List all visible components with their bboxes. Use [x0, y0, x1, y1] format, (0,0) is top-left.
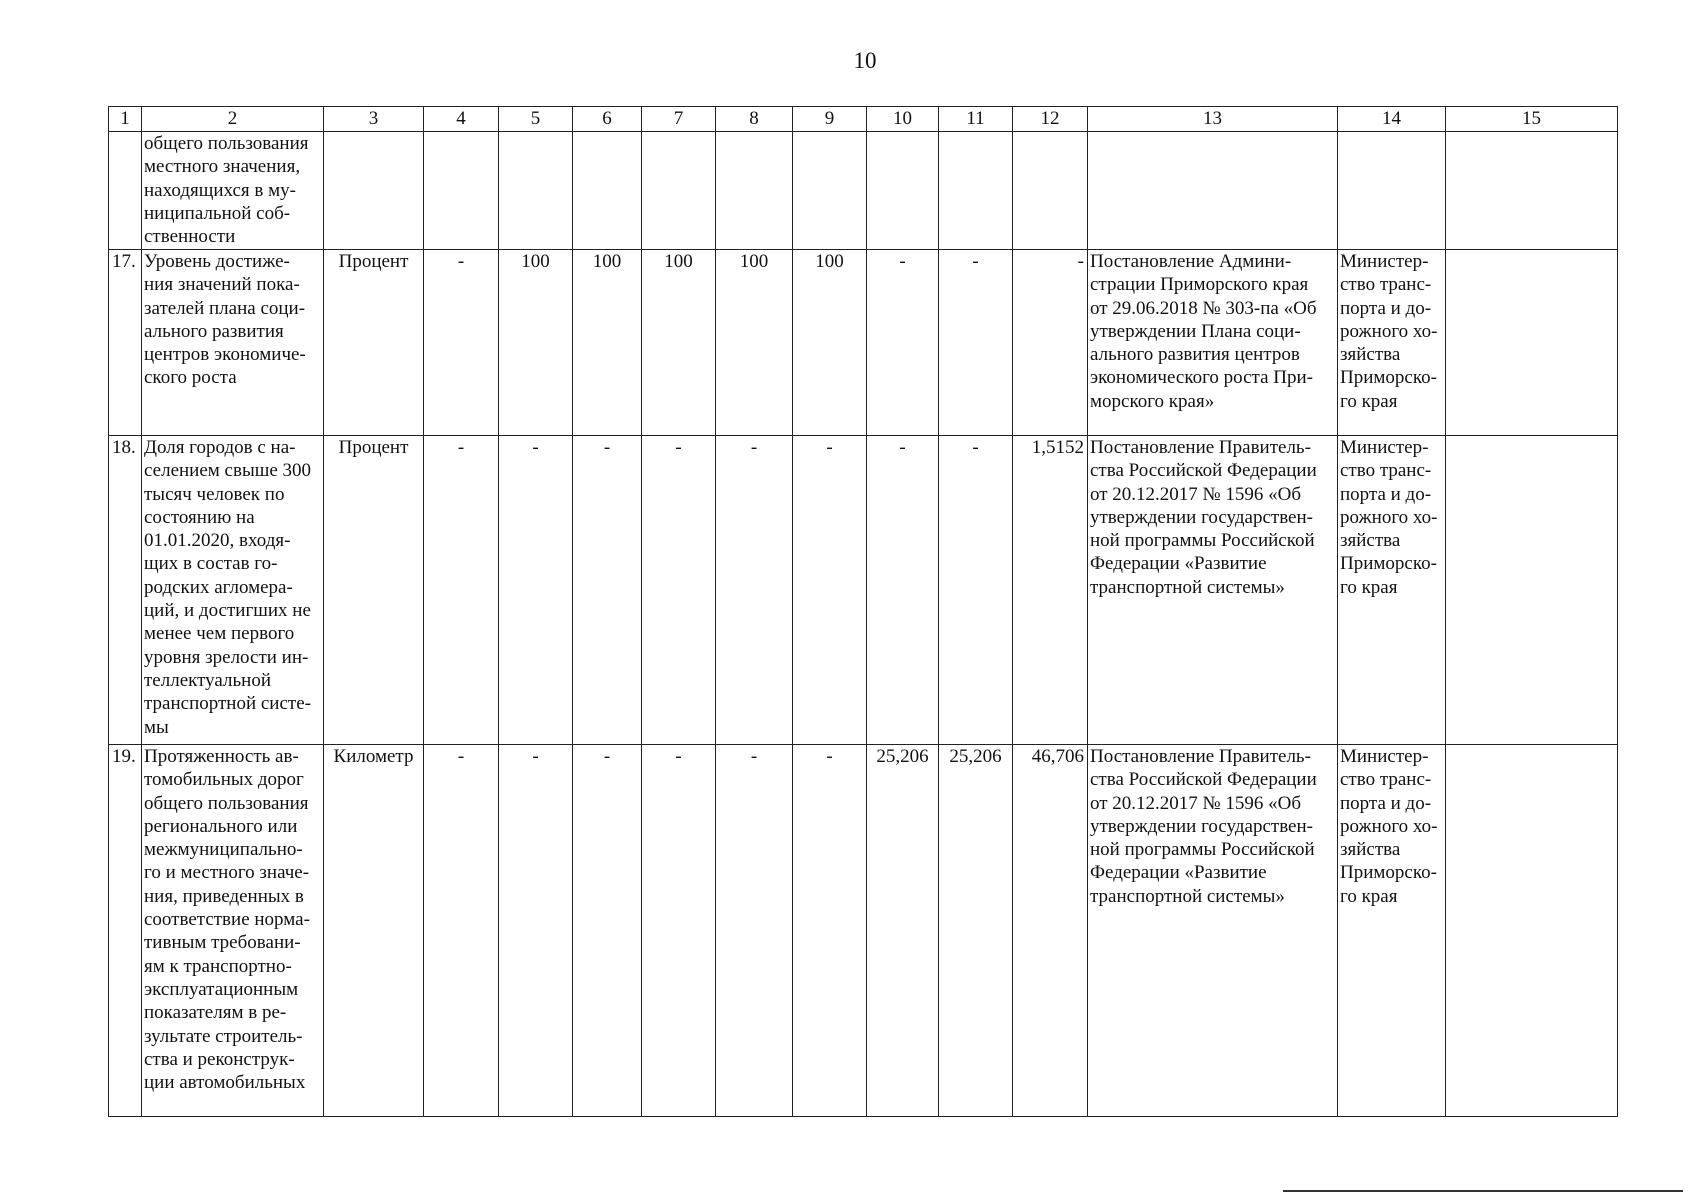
unit-cell: Процент: [324, 250, 424, 436]
indicator-name: Доля городов с на- селением свыше 300 тысяч человек по состоянию на 01.01.2020, входя- щих в состав го- родских агломера- ций, и достигших не менее чем первого уровня зрелости ин- теллектуальной транспортной систе- мы: [142, 436, 324, 745]
value-cell-10: -: [867, 250, 939, 436]
column-header-7: 7: [642, 107, 716, 132]
value-cell-11: -: [939, 436, 1013, 745]
value-cell-4: -: [424, 250, 499, 436]
column-header-3: 3: [324, 107, 424, 132]
value-cell-4: [424, 132, 499, 250]
footer-rule: [1283, 1190, 1683, 1192]
value-cell-11: [939, 132, 1013, 250]
unit-cell: [324, 132, 424, 250]
value-cell-9: -: [793, 745, 867, 1117]
value-cell-9: 100: [793, 250, 867, 436]
value-cell-12: 1,5152: [1013, 436, 1088, 745]
table-row: [109, 436, 1618, 745]
value-cell-7: 100: [642, 250, 716, 436]
responsible-executor: [1338, 132, 1446, 250]
value-cell-9: -: [793, 436, 867, 745]
table-row: [109, 250, 1618, 436]
column-header-6: 6: [573, 107, 642, 132]
header-row: [109, 107, 1618, 132]
responsible-executor: Министер- ство транс- порта и до- рожного хо- зяйства Приморско- го края: [1338, 250, 1446, 436]
column-15-cell: [1446, 250, 1618, 436]
column-header-12: 12: [1013, 107, 1088, 132]
column-header-2: 2: [142, 107, 324, 132]
column-15-cell: [1446, 436, 1618, 745]
indicators-table: [108, 106, 1618, 1117]
source-document: Постановление Правитель- ства Российской Федерации от 20.12.2017 № 1596 «Об утверждении государствен- ной программы Российской Федерации «Развитие транспортной системы»: [1088, 436, 1338, 745]
value-cell-5: [499, 132, 573, 250]
value-cell-7: -: [642, 436, 716, 745]
page-number: 10: [853, 48, 877, 73]
responsible-executor: Министер- ство транс- порта и до- рожного хо- зяйства Приморско- го края: [1338, 745, 1446, 1117]
value-cell-10: [867, 132, 939, 250]
value-cell-6: [573, 132, 642, 250]
value-cell-12: 46,706: [1013, 745, 1088, 1117]
value-cell-9: [793, 132, 867, 250]
column-header-8: 8: [716, 107, 793, 132]
value-cell-5: 100: [499, 250, 573, 436]
source-document: Постановление Правитель- ства Российской Федерации от 20.12.2017 № 1596 «Об утверждении государствен- ной программы Российской Федерации «Развитие транспортной системы»: [1088, 745, 1338, 1117]
value-cell-8: [716, 132, 793, 250]
value-cell-6: -: [573, 436, 642, 745]
value-cell-8: 100: [716, 250, 793, 436]
indicator-name: Уровень достиже- ния значений пока- зателей плана соци- ального развития центров экономиче- ского роста: [142, 250, 324, 436]
value-cell-8: -: [716, 745, 793, 1117]
value-cell-7: [642, 132, 716, 250]
indicator-name: общего пользования местного значения, находящихся в му- ниципальной соб- ственности: [142, 132, 324, 250]
column-header-15: 15: [1446, 107, 1618, 132]
row-number: 19.: [109, 745, 142, 1117]
value-cell-11: 25,206: [939, 745, 1013, 1117]
column-15-cell: [1446, 132, 1618, 250]
indicator-name: Протяженность ав- томобильных дорог общего пользования регионального или межмуниципально- го и местного значе- ния, приведенных в соответствие норма- тивным требовани- ям к транспортно- эксплуатационным показателям в ре- зультате строитель- ства и реконструк- ции автомобильных: [142, 745, 324, 1117]
value-cell-4: -: [424, 436, 499, 745]
value-cell-11: -: [939, 250, 1013, 436]
column-header-10: 10: [867, 107, 939, 132]
column-header-1: 1: [109, 107, 142, 132]
value-cell-12: [1013, 132, 1088, 250]
source-document: [1088, 132, 1338, 250]
source-document: Постановление Админи- страции Приморского края от 29.06.2018 № 303-па «Об утверждении Плана соци- ального развития центров экономического роста При- морского края»: [1088, 250, 1338, 436]
column-header-13: 13: [1088, 107, 1338, 132]
value-cell-5: -: [499, 436, 573, 745]
unit-cell: Процент: [324, 436, 424, 745]
value-cell-6: -: [573, 745, 642, 1117]
row-number: 18.: [109, 436, 142, 745]
unit-cell: Километр: [324, 745, 424, 1117]
column-header-9: 9: [793, 107, 867, 132]
value-cell-6: 100: [573, 250, 642, 436]
table-row: [109, 745, 1618, 1117]
column-header-4: 4: [424, 107, 499, 132]
value-cell-4: -: [424, 745, 499, 1117]
value-cell-8: -: [716, 436, 793, 745]
value-cell-10: 25,206: [867, 745, 939, 1117]
row-number: [109, 132, 142, 250]
column-15-cell: [1446, 745, 1618, 1117]
table-row: [109, 132, 1618, 250]
row-number: 17.: [109, 250, 142, 436]
column-header-5: 5: [499, 107, 573, 132]
value-cell-12: -: [1013, 250, 1088, 436]
value-cell-7: -: [642, 745, 716, 1117]
column-header-11: 11: [939, 107, 1013, 132]
value-cell-5: -: [499, 745, 573, 1117]
value-cell-10: -: [867, 436, 939, 745]
column-header-14: 14: [1338, 107, 1446, 132]
responsible-executor: Министер- ство транс- порта и до- рожного хо- зяйства Приморско- го края: [1338, 436, 1446, 745]
